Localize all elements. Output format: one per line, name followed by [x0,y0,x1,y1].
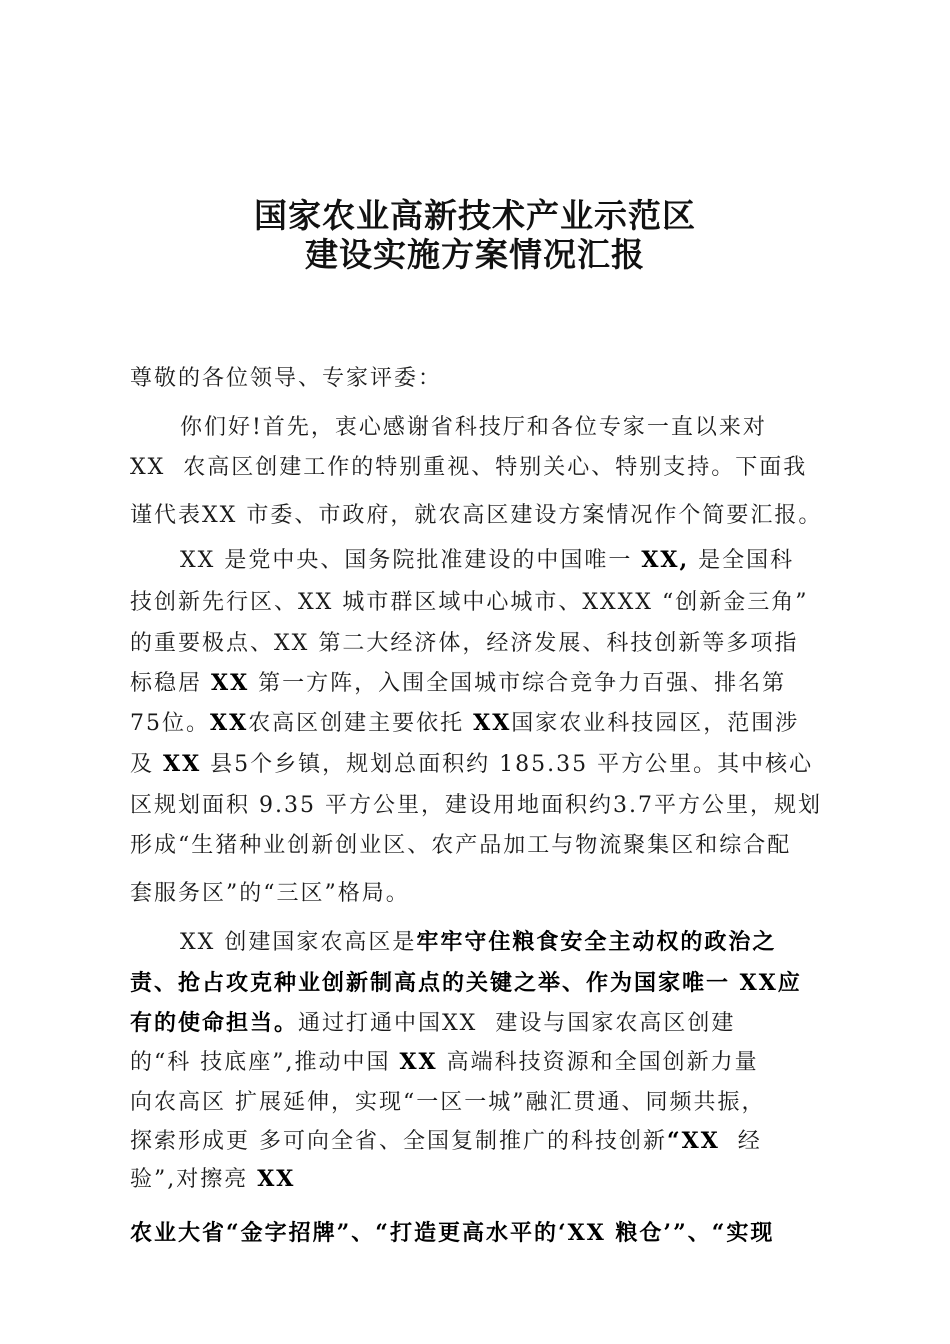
paragraph-3-line-7 [130,1162,295,1193]
text-run: 的“科 技底座”,推动中国 [130,1050,400,1075]
text-run: 及 [130,752,163,777]
paragraph-3-line-1 [180,925,776,956]
text-run: 县5个乡镇，规划总面积约 185.35 平方公里。其中核心 [201,752,814,777]
text-run-bold: 有的使命担当。 [130,1010,299,1036]
text-run-bold: XX [163,751,202,777]
text-run-bold: 牢牢守住粮食安全主动权的政治之 [416,929,777,955]
paragraph-3-line-2: 责、抢占攻克种业创新制高点的关键之举、作为国家唯一 XX应 [130,970,802,996]
paragraph-2-line-2: 技创新先行区、XX 城市群区域中心城市、XXXX “创新金三角” [130,590,809,615]
paragraph-3-line-8: 农业大省“金字招牌”、“打造更高水平的‘XX 粮仓’”、“实现 [130,1220,775,1246]
text-run-bold: XX [257,1166,296,1192]
text-run: 第一方阵，入围全国城市综合竞争力百强、排名第 [249,671,787,696]
text-run: 经 [719,1129,762,1154]
paragraph-2-line-4 [130,666,786,697]
paragraph-3-line-4 [130,1045,759,1076]
text-run-bold: XX [399,1049,438,1075]
text-run: 高端科技资源和全国创新力量 [437,1050,759,1075]
text-run: 国家农业科技园区，范围涉 [511,711,800,736]
paragraph-2-line-9: 套服务区”的“三区”格局。 [130,881,410,906]
paragraph-2-line-6 [130,747,813,778]
paragraph-2-line-3: 的重要极点、XX 第二大经济体，经济发展、科技创新等多项指 [130,631,799,656]
text-run: 探索形成更 多可向全省、全国复制推广的科技创新 [130,1129,667,1154]
paragraph-3-line-5: 向农高区 扩展延伸，实现“一区一城”融汇贯通、同频共振， [130,1090,766,1115]
paragraph-3-line-3 [130,1006,735,1037]
paragraph-2-line-8: 形成“生猪种业创新创业区、农产品加工与物流聚集区和综合配 [130,833,792,858]
text-run-bold: XX [211,670,250,696]
salutation: 尊敬的各位领导、专家评委： [130,366,443,391]
text-run: 标稳居 [130,671,211,696]
text-run-bold: “XX [667,1128,720,1154]
text-run: 75位。 [130,711,210,736]
paragraph-2-line-7: 区规划面积 9.35 平方公里，建设用地面积约3.7平方公里，规划 [130,793,822,818]
paragraph-3-line-6 [130,1124,762,1155]
text-run: 通过打通中国XX 建设与国家农高区创建 [298,1011,736,1036]
document-title-line-2: 建设实施方案情况汇报 [305,235,645,274]
text-run: XX 创建国家农高区是 [180,930,417,955]
text-run-bold: XX [473,710,512,736]
text-run: 验”,对擦亮 [130,1167,258,1192]
paragraph-2-line-1 [180,543,794,574]
text-run: 农高区创建主要依托 [248,711,474,736]
text-run: XX 是党中央、国务院批准建设的中国唯一 [180,548,642,573]
paragraph-1-line-3: 谨代表XX 市委、市政府，就农高区建设方案情况作个简要汇报。 [130,503,823,528]
text-run: 是全国科 [689,548,795,573]
document-title-line-1: 国家农业高新技术产业示范区 [254,196,696,235]
text-run-bold: XX [210,710,249,736]
paragraph-2-line-5 [130,706,799,737]
paragraph-1-line-1: 你们好!首先，衷心感谢省科技厅和各位专家一直以来对 [180,415,767,440]
paragraph-1-line-2: XX 农高区创建工作的特别重视、特别关心、特别支持。下面我 [130,455,808,480]
text-run-bold: XX, [641,547,690,573]
